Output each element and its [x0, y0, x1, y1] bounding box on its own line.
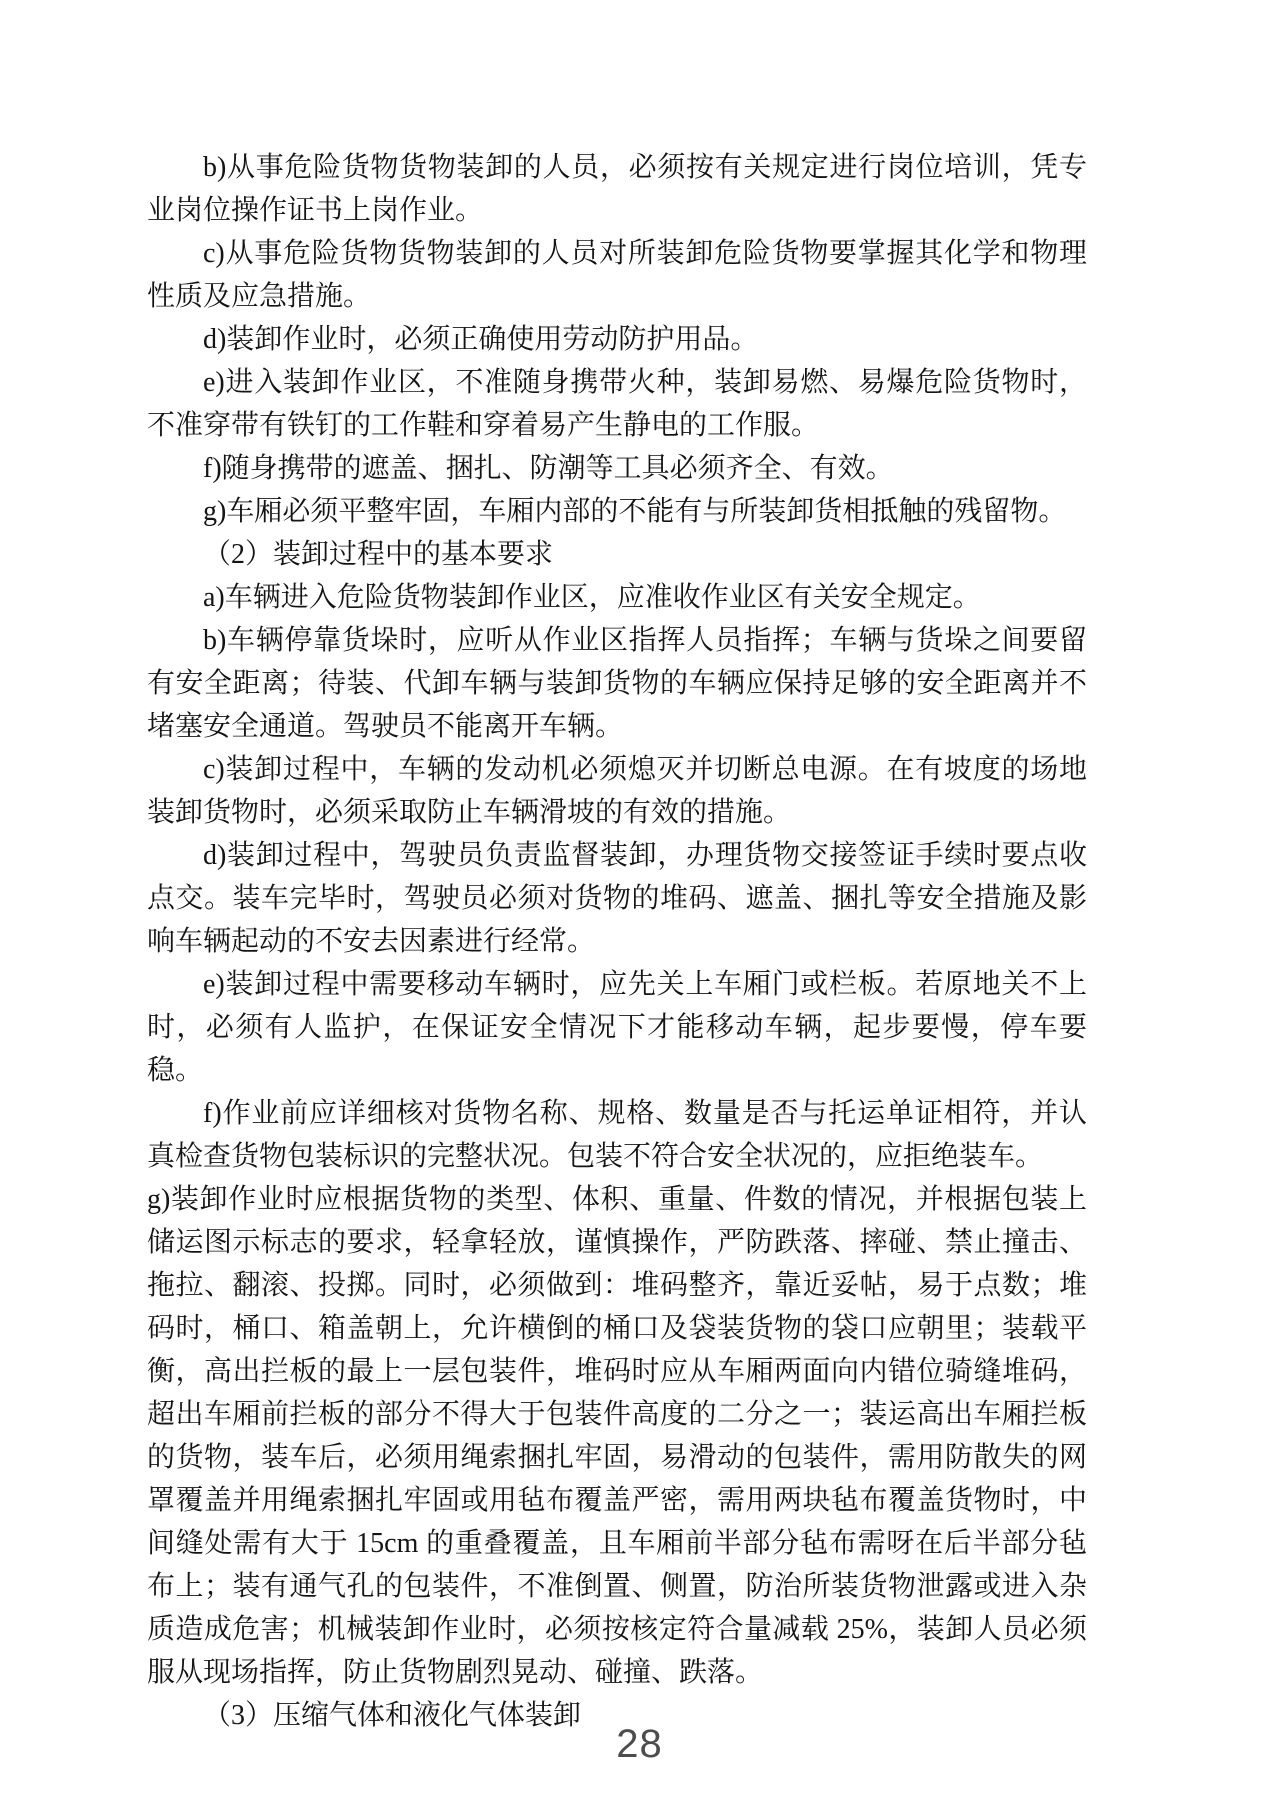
paragraph: e)装卸过程中需要移动车辆时，应先关上车厢门或栏板。若原地关不上时，必须有人监护，在保证安全情况下才能移动车辆，起步要慢，停车要稳。: [147, 969, 1087, 1086]
paragraph: c)从事危险货物货物装卸的人员对所装卸危险货物要掌握其化学和物理性质及应急措施。: [147, 238, 1087, 312]
paragraph: e)进入装卸作业区，不准随身携带火种，装卸易燃、易爆危险货物时，不准穿带有铁钉的工作鞋和穿着易产生静电的工作服。: [147, 367, 1087, 441]
section-heading: （2）装卸过程中的基本要求: [203, 539, 554, 570]
page-body-text: [147, 146, 1087, 1737]
paragraph: b)从事危险货物货物装卸的人员，必须按有关规定进行岗位培训，凭专业岗位操作证书上岗作业。: [147, 152, 1087, 226]
paragraph: d)装卸过程中，驾驶员负责监督装卸，办理货物交接签证手续时要点收点交。装车完毕时，驾驶员必须对货物的堆码、遮盖、捆扎等安全措施及影响车辆起动的不安去因素进行经常。: [147, 840, 1087, 957]
paragraph: f)随身携带的遮盖、捆扎、防潮等工具必须齐全、有效。: [203, 453, 894, 484]
paragraph: g)装卸作业时应根据货物的类型、体积、重量、件数的情况，并根据包装上储运图示标志的要求，轻拿轻放，谨慎操作，严防跌落、摔碰、禁止撞击、拖拉、翻滚、投掷。同时，必须做到：堆码整齐，靠近妥帖，易于点数；堆码时，桶口、箱盖朝上，允许横倒的桶口及袋装货物的袋口应朝里；装载平衡，高出拦板的最上一层包装件，堆码时应从车厢两面向内错位骑缝堆码，超出车厢前拦板的部分不得大于包装件高度的二分之一；装运高出车厢拦板的货物，装车后，必须用绳索捆扎牢固，易滑动的包装件，需用防散失的网罩覆盖并用绳索捆扎牢固或用毡布覆盖严密，需用两块毡布覆盖货物时，中间缝处需有大于 15cm 的重叠覆盖，且车厢前半部分毡布需呀在后半部分毡布上；装有通气孔的包装件，不准倒置、侧置，防治所装货物泄露或进入杂质造成危害；机械装卸作业时，必须按核定符合量减载 25%，装卸人员必须服从现场指挥，防止货物剧烈晃动、碰撞、跌落。: [147, 1184, 1087, 1688]
paragraph: a)车辆进入危险货物装卸作业区，应准收作业区有关安全规定。: [203, 582, 981, 613]
paragraph: b)车辆停靠货垛时，应听从作业区指挥人员指挥；车辆与货垛之间要留有安全距离；待装、代卸车辆与装卸货物的车辆应保持足够的安全距离并不堵塞安全通道。驾驶员不能离开车辆。: [147, 625, 1087, 742]
paragraph: c)装卸过程中，车辆的发动机必须熄灭并切断总电源。在有坡度的场地装卸货物时，必须采取防止车辆滑坡的有效的措施。: [147, 754, 1087, 828]
paragraph: d)装卸作业时，必须正确使用劳动防护用品。: [203, 324, 759, 355]
section-heading: （3）压缩气体和液化气体装卸: [203, 1700, 582, 1731]
page-number: 28: [616, 1722, 663, 1766]
paragraph: g)车厢必须平整牢固，车厢内部的不能有与所装卸货相抵触的残留物。: [203, 496, 1067, 527]
paragraph: f)作业前应详细核对货物名称、规格、数量是否与托运单证相符，并认真检查货物包装标识的完整状况。包装不符合安全状况的，应拒绝装车。: [147, 1098, 1087, 1172]
